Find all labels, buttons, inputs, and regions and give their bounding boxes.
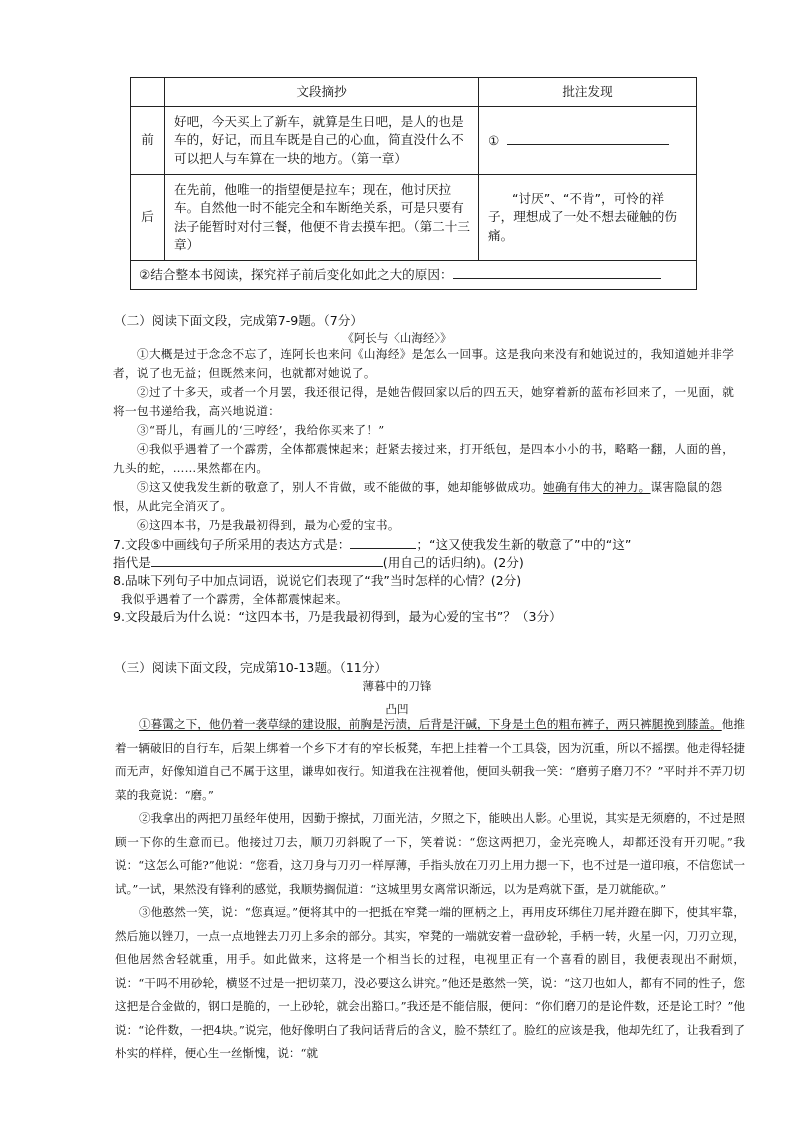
q7-text-b: ；“这又使我发生新的敬意了”中的“这”: [416, 537, 632, 552]
section3-heading: （三）阅读下面文段，完成第10-13题。（11分）: [114, 660, 388, 675]
note-number: ①: [488, 133, 500, 149]
question-8: 8.品味下列句子中加点词语，说说它们表现了“我”当时怎样的心情？(2分): [113, 573, 522, 588]
header-note: 批注发现: [479, 78, 697, 107]
note-after: [479, 175, 697, 261]
q7-text-c: 指代是: [113, 555, 151, 570]
note-after-text: “讨厌”、“不肯”，可怜的祥子，理想成了一处不想去碰触的伤痛。: [488, 190, 677, 243]
answer-blank-1[interactable]: [507, 130, 669, 145]
note-before: [479, 107, 697, 175]
row-label-before: 前: [131, 107, 165, 175]
section3-author: 凸凹: [385, 702, 409, 716]
row-label-after: 后: [131, 175, 165, 261]
s2-paragraph-3: ③“哥儿，有画儿的‘三哼经’，我给你买来了！”: [137, 423, 385, 437]
header-excerpt: 文段摘抄: [165, 78, 479, 107]
question-9: 9.文段最后为什么说：“这四本书，乃是我最初得到，最为心爱的宝书”？（3分）: [113, 609, 562, 624]
section3-title: 薄暮中的刀锋: [362, 679, 432, 693]
s3-paragraph-1: [115, 713, 745, 807]
table-footer-question: [131, 261, 697, 290]
question-7-line1: [113, 536, 631, 554]
q7-text-d: (用自己的话归纳)。(2分): [382, 555, 524, 570]
s3-paragraph-3: ③他憨然一笑，说：“您真逗。”便将其中的一把抵在窄凳一端的匣柄之上，再用皮环绑住刀尾并蹬在脚下，使其牢靠，然后施以锉刀，一点一点地锉去刀刃上多余的部分。其实，窄凳的一端就安着一盘砂轮，手柄一转，火星一闪，刀刃立现，但他居然舍轻就重，用手。如此做来，这将是一个相当长的过程，电视里正有一个喜看的剧目，我便表现出不耐烦，说：“干吗不用砂轮，横竖不过是一把切菜刀，没必要这么讲究。”他还是憨然一笑，说：“这刀也如人，都有不同的性子，您这把是合金做的，钢口是脆的，一上砂轮，就会出豁口。”我还是不能信服，便问：“你们磨刀的是论件数，还是论工时？”他说：“论件数，一把4块。”说完，他好像明白了我问话背后的含义，脸不禁红了。脸红的应该是我，他却先红了，让我看到了朴实的样样，便心生一丝惭愧，说：“就: [115, 905, 745, 1060]
excerpt-before: 好吧，今天买上了新车，就算是生日吧，是人的也是车的，好记，而且车既是自己的心血，简直没什么不可以把人与车算在一块的地方。（第一章）: [165, 107, 479, 175]
s2-paragraph-6: ⑥这四本书，乃是我最初得到，最为心爱的宝书。: [137, 518, 400, 532]
s3-paragraph-2: ②我拿出的两把刀虽经年使用，因勤于擦拭，刀面光洁，夕照之下，能映出人影。心里说，其实是无须磨的，不过是照顾一下你的生意而已。他接过刀去，顺刀刃斜睨了一下，笑着说：“您这两把刀，金光亮晚人，却都还没有开刃呢。”我说：“这怎么可能?”他说：“您看，这刀身与刀刃一样厚薄，手指头放在刀刃上用力摁一下，也不过是一道印痕，不信您试一试。”一试，果然没有锋利的感觉，我顺势搁侃道：“这城里男女离常识渐远，以为是鸡就下蛋，是刀就能砍。”: [115, 811, 745, 896]
answer-blank-q7b[interactable]: [151, 554, 383, 567]
s3-p1-underlined: ①暮霭之下，他仍着一袭草绿的建设服，前胸是污渍，后背是汗碱，下身是土色的粗布裤子，两只裤腿挽到膝盖。: [139, 717, 722, 731]
s2-paragraph-4: ④我似乎遇着了一个霹雳，全体都震悚起来；赶紧去接过来，打开纸包，是四本小小的书，略略一翻，人面的兽，九头的蛇，……果然都在内。: [113, 442, 735, 475]
p5-underlined: 她确有伟大的神力。: [543, 480, 651, 494]
reading-notes-table: [130, 77, 697, 290]
footer-text: ②结合整本书阅读，探究祥子前后变化如此之大的原因：: [139, 267, 453, 283]
s3-p1-text: 他推着一辆破旧的自行车，后架上绑着一个乡下才有的窄长板凳，车把上挂着一个工具袋，因为沉重，所以不摇摆。他走得轻捷而无声，好像知道自己不属于这里，谦卑如夜行。知道我在注视着他，便回头朝我一笑：“磨剪子磨刀不？”平时并不弄刀切菜的我竟说：“磨。”: [115, 717, 745, 802]
table-corner: [131, 78, 165, 107]
section2-heading: （二）阅读下面文段，完成第7-9题。（7分）: [114, 313, 363, 328]
question-7-line2: [113, 554, 524, 572]
answer-blank-2[interactable]: [453, 265, 661, 279]
answer-blank-q7a[interactable]: [350, 536, 416, 549]
excerpt-after: 在先前，他唯一的指望便是拉车；现在，他讨厌拉车。自然他一时不能完全和车断绝关系，可是只要有法子能暂时对付三餐，他便不肯去摸车把。（第二十三章）: [165, 175, 479, 261]
q7-text-a: 7.文段⑤中画线句子所采用的表达方式是：: [113, 537, 351, 552]
s2-paragraph-5: [113, 478, 743, 516]
section2-title: 《阿长与〈山海经〉》: [342, 331, 452, 345]
s2-paragraph-1: ①大概是过于念念不忘了，连阿长也来问《山海经》是怎么一回事。这是我向来没有和她说过的，我知道她并非学者，说了也无益；但既然来问，也就都对她说了。: [113, 347, 735, 380]
p5-rest: 谋害隐鼠的怨恨，从此完全消灭了。: [113, 480, 723, 513]
question-8-sentence: 我似乎遇着了一个霹雳，全体都震悚起来。: [121, 592, 348, 606]
p5-text: ⑤这又使我发生新的敬意了，别人不肯做，或不能做的事，她却能够做成功。: [137, 480, 544, 494]
s2-paragraph-2: ②过了十多天，或者一个月罢，我还很记得，是她告假回家以后的四五天，她穿着新的蓝布衫回来了，一见面，就将一包书递给我，高兴地说道：: [113, 385, 735, 418]
